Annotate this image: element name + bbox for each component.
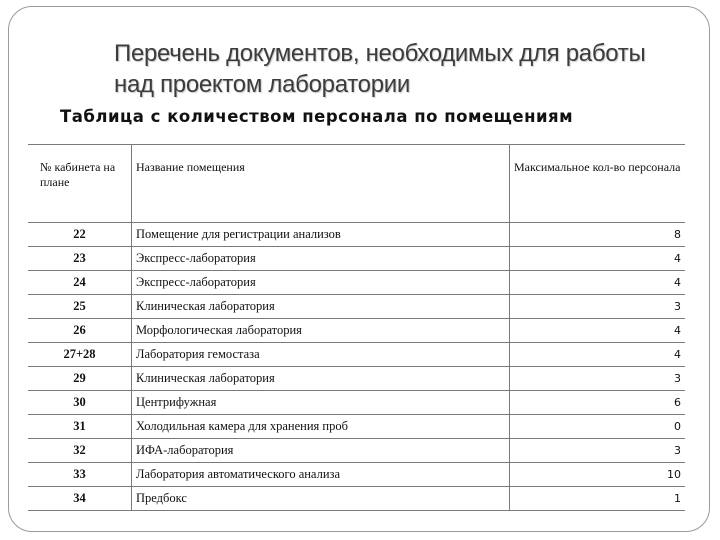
room-name-cell: Клиническая лаборатория	[132, 367, 510, 391]
max-staff-cell: 3	[510, 439, 686, 463]
room-name-cell: Помещение для регистрации анализов	[132, 223, 510, 247]
max-staff-cell: 4	[510, 247, 686, 271]
room-number-cell: 30	[28, 391, 132, 415]
max-staff-cell: 4	[510, 319, 686, 343]
table-row	[28, 487, 685, 511]
header-room-number: № кабинета на плане	[28, 145, 132, 223]
header-room-name: Название помещения	[132, 145, 510, 223]
room-number-cell: 34	[28, 487, 132, 511]
room-name-cell: Морфологическая лаборатория	[132, 319, 510, 343]
table-row	[28, 247, 685, 271]
room-name-cell: Лаборатория автоматического анализа	[132, 463, 510, 487]
room-name-cell: Центрифужная	[132, 391, 510, 415]
max-staff-cell: 3	[510, 295, 686, 319]
room-number-cell: 29	[28, 367, 132, 391]
room-number-cell: 31	[28, 415, 132, 439]
table-row	[28, 439, 685, 463]
table-row	[28, 415, 685, 439]
max-staff-cell: 10	[510, 463, 686, 487]
header-max-staff: Максимальное кол-во персонала	[510, 145, 686, 223]
room-number-cell: 26	[28, 319, 132, 343]
table-row	[28, 367, 685, 391]
room-number-cell: 23	[28, 247, 132, 271]
table-row	[28, 319, 685, 343]
max-staff-cell: 8	[510, 223, 686, 247]
max-staff-cell: 6	[510, 391, 686, 415]
staff-table	[28, 144, 685, 511]
max-staff-cell: 3	[510, 367, 686, 391]
room-name-cell: Экспресс-лаборатория	[132, 271, 510, 295]
table-row	[28, 391, 685, 415]
room-number-cell: 33	[28, 463, 132, 487]
room-number-cell: 32	[28, 439, 132, 463]
room-name-cell: Холодильная камера для хранения проб	[132, 415, 510, 439]
room-name-cell: Экспресс-лаборатория	[132, 247, 510, 271]
table-row	[28, 223, 685, 247]
table-caption: Таблица с количеством персонала по помещениям	[60, 107, 574, 126]
room-name-cell: Предбокс	[132, 487, 510, 511]
room-name-cell: ИФА-лаборатория	[132, 439, 510, 463]
table-row	[28, 463, 685, 487]
room-number-cell: 24	[28, 271, 132, 295]
room-number-cell: 22	[28, 223, 132, 247]
table-row	[28, 343, 685, 367]
max-staff-cell: 0	[510, 415, 686, 439]
max-staff-cell: 1	[510, 487, 686, 511]
max-staff-cell: 4	[510, 343, 686, 367]
table-row	[28, 271, 685, 295]
table-header-row	[28, 145, 685, 223]
room-name-cell: Лаборатория гемостаза	[132, 343, 510, 367]
room-name-cell: Клиническая лаборатория	[132, 295, 510, 319]
room-number-cell: 25	[28, 295, 132, 319]
max-staff-cell: 4	[510, 271, 686, 295]
room-number-cell: 27+28	[28, 343, 132, 367]
table-row	[28, 295, 685, 319]
page-title: Перечень документов, необходимых для работы над проектом лаборатории	[114, 40, 646, 98]
